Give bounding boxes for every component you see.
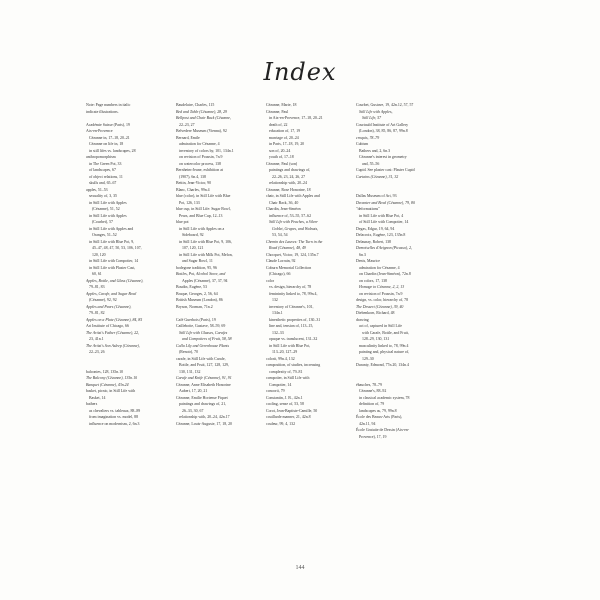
index-subentry: of landscapes, 67 [89,168,116,172]
index-subentry: Still Life with Glasses, Carafes [179,330,228,335]
index-entry: Dallas Museum of Art, 93 [356,194,397,198]
index-entry: Decanter and Bowl (Cézanne), 79, 80 [356,200,415,205]
index-entry: design, vs. color, hierarchy of, 78 [356,298,409,302]
index-subentry: 60, 61 [92,272,102,276]
index-entry: basket, picnic, in Still Life with [86,389,136,393]
index-entry: École des Beaux-Arts (Paris), [356,415,403,419]
index-subentry: 120, 120 [92,252,106,257]
index-entry: Calla Lily and Greenhouse Plants [176,343,230,348]
index-entry: Apples and Pears (Cézanne), [86,304,132,309]
index-subentry: Still Life with Peaches, a Silver [269,220,318,224]
index-subentry: Cézanne on life in, 18 [89,142,124,146]
index-subentry: 79–81, 83 [89,285,105,289]
index-entry: The Balcony (Cézanne), 135n.10 [86,376,138,380]
index-entry: Bellpost and Chair Back (Cézanne, [176,116,232,120]
index-subentry: 107, 120, 121 [182,246,204,250]
index-subentry: in Still Life with Blue Pot, 9, [89,239,135,244]
index-entry: Belvedere Museum (Vienna), 92 [176,129,227,133]
index-subentry: act of, captured in Still Life [359,324,402,328]
index-subentry: on Chardin (Jean-Siméon), 72n.8 [359,272,411,276]
index-column-3 [266,102,348,440]
index-subentry: Goblet, Grapes, and Walnuts, [272,226,319,231]
index-subentry: in still lifes vs. landscapes, 28 [89,148,136,153]
index-entry: Bed and Table (Cézanne), 28, 29 [176,109,227,114]
page-number: 144 [295,565,305,571]
index-entry: balconies, 128, 135n.10 [86,369,124,374]
index-subentry: and, 55–56 [362,161,380,166]
index-entry: bodegone tradition, 95, 96 [176,265,217,270]
index-entry: Corot, Jean-Baptiste-Camille, 50 [266,408,318,413]
index-subentry: paintings and drawings of, 21, [179,402,227,406]
index-subentry: 22–23, 27 [179,122,195,127]
index-subentry: in Still Life with Apples [89,213,127,218]
index-entry: Cézanne, Emilie Hortense Fiquet [176,395,228,400]
index-entry: Demoiselles d'Avignon (Picasso), 2, [356,246,413,250]
index-subentry: admiration for Cézanne, 4 [359,265,400,270]
index-entry: The Artist's Son Asleep (Cézanne), [86,343,140,348]
index-entry: apples, 51–53 [86,187,108,192]
index-entry: Banquet (Cézanne), 43n.24 [86,382,129,387]
index-subentry: education of, 17, 19 [269,129,301,133]
index-subentry: femininity linked to, 78, 99n.4, [269,291,318,296]
page-title: Index [263,58,337,86]
index-subentry: Aubert, 17, 20, 21 [179,389,208,393]
index-entry: indicate illustrations. [86,109,119,114]
index-entry: Chardin, Jean-Siméon [266,207,301,211]
index-entry: Claude Lorrain, 92 [266,259,296,263]
index-entry: Chocquet, Victor, 19, 124, 135n.7 [266,252,319,257]
index-entry: Courbet, Gustave, 19, 42n.12, 57, 57 [356,103,414,107]
index-subentry: Oranges, 51–52 [92,233,117,237]
index-subentry: 130, 131, 132 [179,369,201,374]
index-entry: color [266,278,274,283]
index-entry: "deformations" [356,207,380,211]
index-subentry: 128–29, 130, 131 [362,337,390,341]
index-entry: Diebenkorn, Richard, 48 [356,311,395,315]
index-subentry: line and, tension of, 113–15, [269,324,314,328]
index-subentry: in Still Life with Apples on a [179,226,225,231]
index-subentry: 42n.11, 94 [359,421,376,426]
index-subentry: Bathers and, 2, 6n.3 [359,148,391,153]
index-entry: École Gratuite de Dessin (Aix-en- [356,428,410,432]
index-subentry: (Cézanne), 51, 52 [92,207,120,211]
index-subentry: definition of, 79 [359,402,385,406]
index-subentry: 113–20, 127–29 [272,350,298,354]
index-entry: blue (color), in Still Life with Blue [176,194,231,198]
index-subentry: on colors, 17, 138 [359,278,387,283]
index-entry: blue pot [176,220,189,224]
index-subentry: of Still Life with Compotier, 14 [359,220,409,224]
index-subentry: 79–81, 82 [89,311,105,315]
index-entry: Delacroix, Eugène, 123, 135n.8 [356,233,406,237]
index-subentry: Basket, 14 [89,395,106,400]
index-entry: chair, in Still Life with Apples and [266,194,320,198]
index-subentry: Cézanne's, 88–92 [359,389,387,393]
index-entry: blue cup, in Still Life: Sugar Bowl, [176,207,231,211]
index-entry: cooling, sense of, 53, 58 [266,402,304,406]
index-entry: croquis, 78–79 [356,135,380,140]
index-subentry: Still Life, 57 [362,116,382,120]
index-subentry: vs. design, hierarchy of, 78 [269,285,312,289]
index-subentry: inventory of colors by, 101, 134n.1 [179,148,234,153]
index-entry: concorti, 79 [266,389,285,393]
index-entry: composition, of studies, increasing [266,363,321,367]
index-subentry: kinesthetic properties of, 130–31 [269,317,321,322]
index-entry: Chemin des Lauves: The Turn in the [266,239,323,244]
index-entry: anthropomorphism [86,155,116,159]
index-subentry: in The Green Pot, 33 [89,161,122,166]
index-subentry: of object relations, 11 [89,174,123,179]
index-entry: British Museum (London), 86 [176,298,223,302]
index-subentry: 132 [272,298,278,302]
index-subentry: in Still Life with Plaster Cast, [89,265,136,270]
index-subentry: 23, 41n.1 [89,337,104,341]
index-entry: Braque, Georges, 2, 56, 64 [176,291,218,296]
index-subentry: complexity of, 79–81 [269,369,303,374]
index-subentry: marriage of, 20–24 [269,135,299,140]
index-subentry: in Still Life with Milk Pot, Melon, [179,252,233,257]
index-subentry: Pot, 126, 133 [179,200,200,205]
index-subentry: masculinity linked to, 78, 99n.4 [359,343,409,348]
index-entry: Carafe and Knife (Cézanne), 91, 91 [176,376,232,380]
index-subentry: in Paris, 17–18, 19, 20 [269,142,305,146]
index-subentry: paintings and drawings of, [269,168,311,172]
index-subentry: in Still Life with Blue Pot, 4 [359,213,404,218]
index-subentry: in Still Life with Apples [89,200,127,205]
index-entry: Baudelaire, Charles, 115 [176,103,215,107]
index-subentry: relationship with, 20–24, 42n.17 [179,415,230,419]
index-subentry: youth of, 17–18 [269,155,294,159]
index-entry: Bernheim-Jeune, exhibition at [176,168,223,172]
index-subentry: in classical academic system, 78 [359,395,410,400]
index-entry: Boudin, Eugène, 53 [176,285,207,289]
index-subentry: (Courbet), 57 [92,220,113,224]
index-column-4 [356,102,438,440]
index-subentry: 134n.1 [272,311,283,315]
index-entry: Cubism [356,142,369,146]
index-entry: ébauches, 78–79 [356,382,382,387]
index-subentry: 26–33, 30, 67 [182,408,204,413]
index-entry: Duranty, Edmond, 77n.20, 134n.4 [356,363,409,367]
index-entry: Courtauld Institute of Art Gallery [356,122,409,127]
index-columns [86,102,438,440]
index-subentry: (Renoir), 70 [179,350,199,354]
index-entry: Constantin, J. B., 42n.1 [266,395,303,400]
index-subentry: inventory of Cézanne's, 101, [269,304,314,309]
index-subentry: 53, 54, 54 [272,233,288,237]
index-subentry: on revision of Poussin, 7n.9 [179,155,223,159]
index-subentry: 45–47, 48, 47, 50, 53, 106, 107, [92,246,142,250]
index-subentry: and Sugar Bowl, 11 [182,259,213,263]
index-entry: Bottles, Pot, Alcohol Stove, and [176,272,226,276]
index-subentry: Bottle, and Fruit, 127, 128, 129, [179,363,229,367]
index-entry: The Artist's Father (Cézanne), 22, [86,330,140,335]
index-subentry: in Aix-en-Provence, 17–18, 20–21 [269,116,323,120]
index-subentry: Provence), 17, 19 [359,434,387,439]
index-entry: Cézanne, Louis-Auguste, 17, 18, 20 [176,421,232,426]
index-entry: Apples, Carafe, and Sugar Bowl [86,291,137,296]
index-entry: Bryson, Norman, 71n.2 [176,304,213,309]
index-subentry: as chevaliers vs. tableaux, 88–89 [89,408,141,413]
index-subentry: influence on modernism, 2, 6n.3 [89,421,140,426]
index-entry: Bernard, Emile [176,135,200,140]
index-entry: Cézanne, Rose Honorine, 18 [266,187,311,192]
index-subentry: (Cézanne), 92, 92 [89,298,117,302]
index-subentry: Road (Cézanne), 48, 49 [269,246,306,250]
index-subentry: from imagination vs. model, 88 [89,415,139,419]
index-subentry: admiration for Cézanne, 4 [179,142,220,146]
index-entry: Curtains (Cézanne), 31, 32 [356,174,399,179]
index-subentry: son of, 20–24 [269,148,291,153]
index-subentry: opaque vs. translucent, 131–32 [269,337,318,341]
index-subentry: death of, 22 [269,122,288,127]
index-subentry: Homage to Cézanne, 2, 2, 13 [359,285,405,289]
index-subentry: painting and, physical nature of, [359,350,410,354]
index-subentry: Chair Back, 36, 40 [269,200,299,205]
index-entry: Denis, Maurice [356,259,380,263]
index-entry: Bettin, Jean-Victor, 90 [176,181,212,185]
index-entry: Blanc, Charles, 99n.4 [176,187,210,192]
index-entry: Cézanne, Paul (son) [266,161,298,166]
index-entry: carafe, in Still Life with Carafe, [176,356,226,361]
index-entry: couleur, 99, 4, 132 [266,421,296,426]
index-subentry: on watercolor process, 138 [179,161,221,166]
index-subentry: sexuality of, 3, 35 [89,194,117,198]
index-subentry: and Compotiers of Fruit, 58, 58 [182,337,232,341]
index-entry: Delaunay, Robert, 138 [356,239,391,244]
index-subentry: 22–23, 26 [89,350,105,354]
index-entry: couillarde manner, 21, 42n.8 [266,415,311,419]
index-subentry: in Still Life with Apples and [89,226,134,231]
index-entry: Cupid. See plaster cast: Plaster Cupid [356,168,415,172]
index-subentry: Sideboard, 92 [182,233,204,237]
index-entry: Cézanne, Anne Elisabeth Honorine [176,382,231,387]
index-subentry: relationship with, 20–24 [269,181,307,185]
index-subentry: landscapes as, 79, 99n.8 [359,408,397,413]
index-entry: compotier, in Still Life with [266,376,310,380]
index-entry: Art Institute of Chicago, 66 [86,324,129,328]
index-column-2 [176,102,258,440]
index-subentry: on revision of Poussin, 7n.9 [359,291,403,296]
index-column-1 [86,102,168,440]
index-subentry: Compotier, 14 [269,382,292,387]
index-subentry: (1907), 6n.4, 138 [179,174,206,179]
index-subentry: (Chicago), 66 [269,272,291,276]
index-subentry: (London), 38, 85, 86, 87, 99n.8 [359,129,408,133]
index-subentry: 6n.3 [359,252,366,257]
index-entry: The Dessert (Cézanne), 39, 40 [356,304,404,309]
index-subentry: Cézanne in, 17–18, 20–21 [89,135,130,140]
index-subentry: Cézanne's interest in geometry [359,155,407,159]
index-entry: drawing [356,317,369,322]
index-subentry: with Carafe, Bottle, and Fruit, [362,330,409,335]
index-subentry: in Still Life with Blue Pot, [269,343,311,348]
index-entry: Café Guerbois (Paris), 19 [176,317,216,322]
index-entry: Cézanne, Paul [266,109,289,114]
index-entry: Apples, Bottle, and Glass (Cézanne), [86,278,144,283]
index-entry: Caillebotte, Gustave, 58–59, 69 [176,324,226,328]
index-entry: bathers [86,402,98,406]
index-entry: Note: Page numbers in italic [86,103,131,107]
index-entry: colorit, 99n.4, 132 [266,356,295,361]
index-subentry: skulls and, 65–67 [89,181,117,185]
index-subentry: 22–26, 23, 24, 26, 27 [272,174,306,179]
index-entry: Apples on a Plate (Cézanne), 84, 85 [86,317,143,322]
index-subentry: 129–30 [362,356,374,361]
index-subentry: Apples (Cézanne), 37, 37, 94 [182,278,228,283]
index-entry: Académie Suisse (Paris), 19 [86,122,130,127]
index-subentry: 132–33 [272,330,284,335]
index-entry: Coburn Memorial Collection [266,265,312,270]
index-subentry: influence of, 53–55, 57–62 [269,213,312,218]
index-subentry: Still Life with Apples, [359,109,393,114]
index-subentry: Pears, and Blue Cup, 12–13 [179,213,223,218]
index-entry: Cézanne, Marie, 18 [266,103,297,107]
index-subentry: in Still Life with Blue Pot, 9, 106, [179,239,232,244]
index-entry: Aix-en-Provence [86,129,113,133]
index-subentry: in Still Life with Compotier, 14 [89,259,139,263]
index-entry: Degas, Edgar, 19, 64, 94 [356,226,395,231]
